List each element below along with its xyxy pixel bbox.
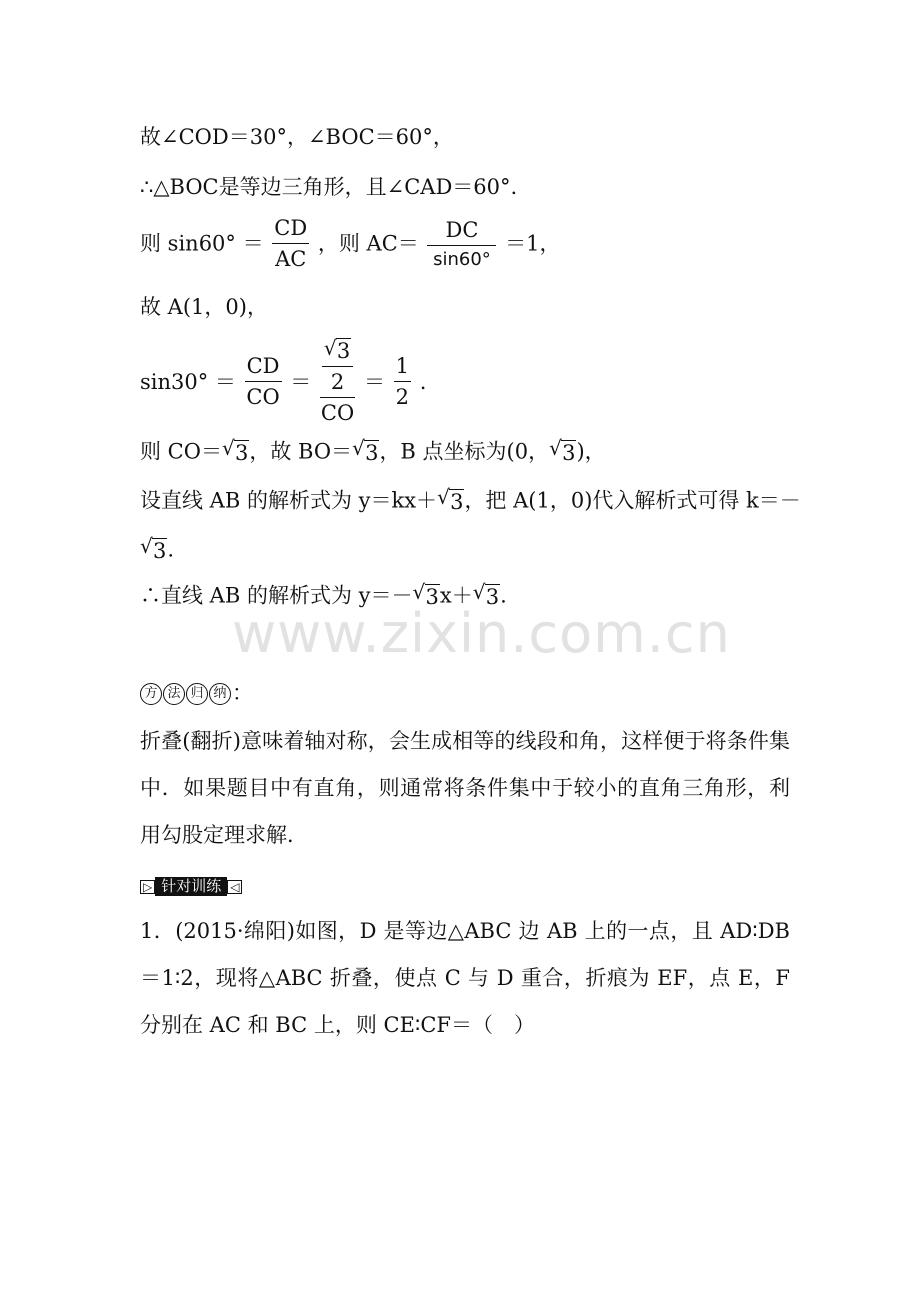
radicand: 3	[562, 441, 576, 465]
text: x＋	[439, 583, 473, 608]
denominator: sin60°	[433, 248, 491, 270]
sqrt-symbol	[352, 440, 379, 464]
numerator: DC	[427, 218, 496, 246]
radicand: 3	[336, 339, 351, 363]
method-summary-heading	[140, 682, 253, 705]
training-label: 针对训练	[155, 877, 227, 896]
solution-line-4	[140, 296, 268, 318]
fraction-1-2	[394, 354, 411, 410]
text: sin30° ＝	[140, 369, 236, 394]
numerator: CD	[245, 354, 282, 382]
method-char-2: 法	[163, 683, 185, 705]
solution-line-6	[140, 440, 606, 464]
method-char-3: 归	[186, 683, 208, 705]
text: 设直线 AB 的解析式为 y＝kx＋	[140, 488, 438, 513]
inner-numerator	[322, 338, 353, 367]
text: 故 A(1，0)，	[140, 295, 268, 319]
radicand: 3	[425, 585, 439, 609]
radicand: 3	[485, 585, 500, 609]
method-char-4: 纳	[209, 683, 231, 705]
sqrt-symbol	[140, 538, 167, 562]
text: ，B 点坐标为(0，	[379, 439, 550, 464]
numerator: CD	[272, 216, 309, 244]
heading-colon: ：	[232, 681, 253, 705]
denominator: AC	[275, 247, 307, 272]
method-char-1: 方	[140, 683, 162, 705]
text: ，故 BO＝	[249, 439, 353, 464]
question-1: 1．(2015·绵阳)如图，D 是等边△ABC 边 AB 上的一点，且 AD∶DB＝1∶2，现将△ABC 折叠，使点 C 与 D 重合，折痕为 EF，点 E，F 分别在 AC 和 BC 上，则 CE∶CF＝（ ）	[140, 919, 790, 1037]
text: ＝	[363, 369, 385, 394]
radicand: 3	[365, 441, 379, 465]
numerator	[320, 338, 355, 398]
solution-line-2	[140, 176, 517, 198]
denominator: CO	[320, 401, 355, 426]
text: ＝1，	[505, 231, 561, 256]
text: ∴直线 AB 的解析式为 y＝－	[140, 583, 413, 608]
denominator: 2	[395, 385, 410, 410]
text: .	[500, 583, 507, 608]
text: ，把 A(1，0)代入解析式可得 k＝－	[464, 488, 801, 513]
fraction-cd-co	[245, 354, 282, 410]
sqrt-symbol	[437, 489, 464, 513]
denominator: CO	[246, 385, 280, 410]
solution-line-3	[140, 216, 560, 272]
sqrt-symbol	[549, 440, 576, 464]
sqrt-symbol	[324, 338, 351, 364]
inner-denominator: 2	[330, 370, 345, 395]
sqrt-symbol	[222, 440, 249, 464]
radicand: 3	[153, 539, 167, 563]
right-triangle-icon: ▷	[140, 880, 155, 894]
text: ∴△BOC是等边三角形，且∠CAD＝60°.	[140, 175, 518, 199]
text: 则 CO＝	[140, 439, 222, 464]
left-triangle-icon: ◁	[227, 880, 242, 894]
fraction-cd-ac	[272, 216, 309, 272]
inner-fraction	[322, 338, 353, 395]
text: ＝	[290, 369, 312, 394]
text: ，则 AC＝	[317, 231, 419, 256]
text: 则 sin60° ＝	[140, 231, 264, 256]
solution-line-1	[140, 126, 454, 148]
text: .	[419, 369, 427, 394]
training-header	[140, 875, 242, 896]
text: )，	[576, 439, 606, 464]
fraction-sqrt3over2-co	[320, 338, 355, 427]
radicand: 3	[450, 490, 464, 514]
watermark: www.zixin.com.cn	[232, 602, 731, 665]
text: 故∠COD＝30°，∠BOC＝60°，	[140, 125, 454, 149]
fraction-dc-sin60	[427, 218, 496, 271]
solution-line-5	[140, 338, 426, 427]
text: .	[167, 537, 175, 562]
method-summary-text: 折叠(翻折)意味着轴对称，会生成相等的线段和角，这样便于将条件集中．如果题目中有直角，则通常将条件集中于较小的直角三角形，利用勾股定理求解．	[140, 729, 790, 847]
solution-line-7	[140, 489, 801, 513]
radicand: 3	[234, 441, 249, 465]
solution-line-8	[140, 538, 174, 562]
numerator: 1	[394, 354, 411, 382]
